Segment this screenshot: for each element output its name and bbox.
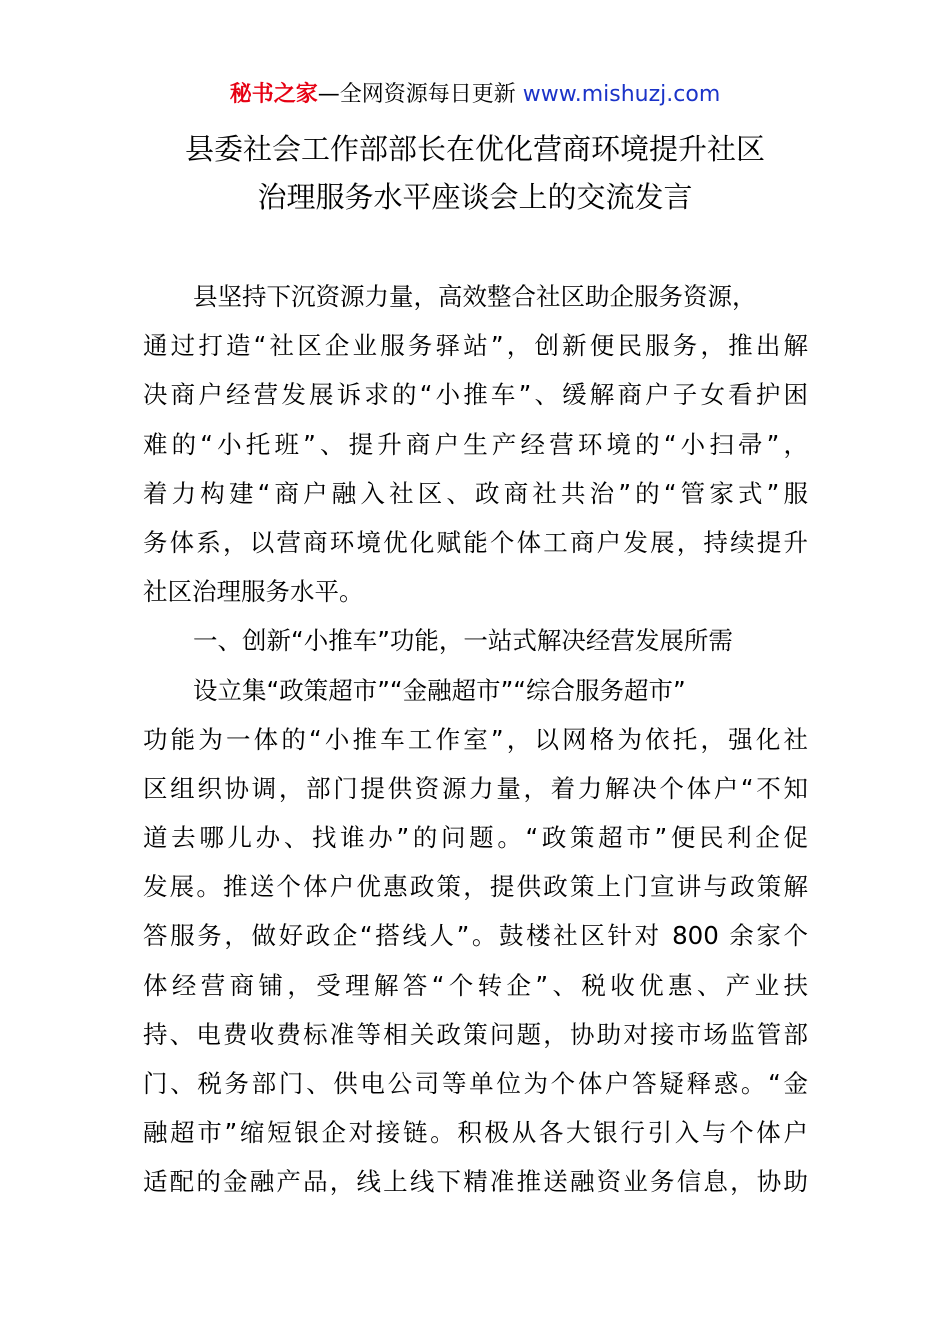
- body-line: 难的“小托班”、提升商户生产经营环境的“小扫帚”，: [143, 429, 808, 459]
- body-line: 着力构建“商户融入社区、政商社共治”的“管家式”服: [143, 478, 808, 508]
- body-line: 社区治理服务水平。: [143, 577, 364, 607]
- title-line: 治理服务水平座谈会上的交流发言: [257, 180, 693, 214]
- body-line: 发展。推送个体户优惠政策，提供政策上门宣讲与政策解: [143, 872, 808, 902]
- site-brand: 秘书之家: [229, 82, 318, 107]
- document-body: [143, 272, 808, 1207]
- site-header: [0, 80, 950, 110]
- body-line: 务体系，以营商环境优化赋能个体工商户发展，持续提升: [143, 527, 808, 557]
- body-line: 功能为一体的“小推车工作室”，以网格为依托，强化社: [143, 724, 808, 754]
- title-line: 县委社会工作部部长在优化营商环境提升社区: [184, 132, 765, 166]
- body-line: 门、税务部门、供电公司等单位为个体户答疑释惑。“金: [143, 1069, 808, 1098]
- body-line: 适配的金融产品，线上线下精准推送融资业务信息，协助: [143, 1167, 808, 1197]
- body-line: 道去哪儿办、找谁办”的问题。“政策超市”便民利企促: [143, 823, 808, 853]
- document-title: [100, 125, 850, 221]
- body-line: 县坚持下沉资源力量，高效整合社区助企服务资源，: [193, 282, 757, 311]
- body-line: 决商户经营发展诉求的“小推车”、缓解商户子女看护困: [143, 380, 808, 410]
- body-line: 融超市”缩短银企对接链。积极从各大银行引入与个体户: [143, 1118, 808, 1148]
- body-line: 答服务，做好政企“搭线人”。鼓楼社区针对 800 余家个: [143, 921, 808, 951]
- body-line: 区组织协调，部门提供资源力量，着力解决个体户“不知: [143, 773, 808, 803]
- section-heading: 一、创新“小推车”功能，一站式解决经营发展所需: [193, 626, 733, 656]
- body-line: 体经营商铺，受理解答“个转企”、税收优惠、产业扶: [143, 970, 808, 1000]
- body-line: 设立集“政策超市”“金融超市”“综合服务超市”: [193, 675, 686, 705]
- body-line: 通过打造“社区企业服务驿站”，创新便民服务，推出解: [143, 331, 808, 361]
- body-line: 持、电费收费标准等相关政策问题，协助对接市场监管部: [143, 1019, 808, 1049]
- site-tagline: —全网资源每日更新: [317, 82, 523, 107]
- site-url-link[interactable]: www.mishuzj.com: [522, 82, 721, 107]
